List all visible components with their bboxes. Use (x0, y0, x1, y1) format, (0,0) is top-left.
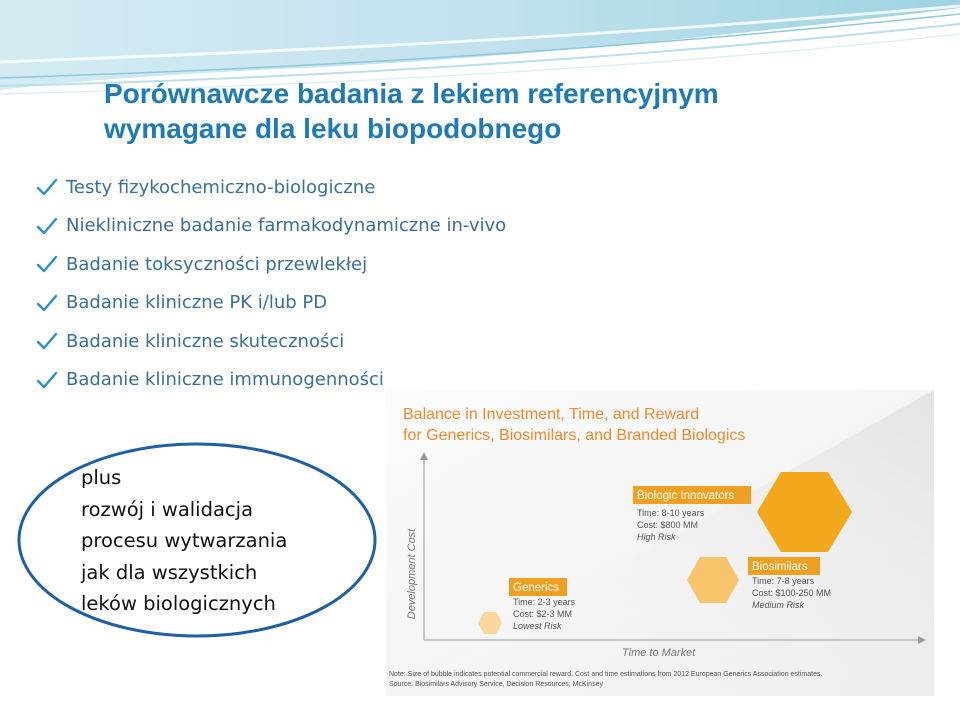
x-axis-label: Time to Market (622, 647, 696, 659)
list-item-text: Badanie kliniczne immunogenności (66, 369, 384, 391)
callout-line: rozwój i walidacja (81, 497, 254, 521)
generics-label: Generics (513, 582, 560, 594)
checkmark-icon (36, 331, 58, 351)
generics-time: Time: 2-3 years (513, 597, 576, 607)
figure-note: Note: Size of bubble indicates potential commercial reward. Cost and time estimations from 2012 European Generics Association estimates. (389, 671, 823, 678)
biosimilars-label: Biosimilars (752, 561, 808, 573)
title-line-2: wymagane dla leku biopodobnego (104, 113, 562, 144)
list-item-text: Badanie toksyczności przewlekłej (66, 253, 368, 275)
list-item (36, 322, 506, 361)
figure-title-line-2: for Generics, Biosimilars, and Branded Biologics (403, 427, 746, 444)
list-item (36, 168, 506, 207)
list-item-text: Niekliniczne badanie farmakodynamiczne in-vivo (66, 215, 507, 237)
y-axis-label: Development Cost (406, 528, 418, 620)
checkmark-icon (36, 177, 58, 197)
slide-title (104, 76, 719, 146)
generics-cost: Cost: $2-3 MM (513, 609, 573, 619)
requirements-list (36, 168, 506, 399)
list-item (36, 245, 506, 284)
checkmark-icon (36, 254, 58, 274)
checkmark-icon (36, 370, 58, 390)
figure-title-line-1: Balance in Investment, Time, and Reward (403, 406, 700, 423)
list-item (36, 207, 506, 246)
list-item (36, 284, 506, 323)
callout-line: plus (81, 466, 122, 489)
callout-line: leków biologicznych (81, 592, 276, 615)
list-item-text: Testy fizykochemiczno-biologiczne (66, 176, 376, 198)
callout-line: procesu wytwarzania (81, 529, 288, 552)
generics-risk: Lowest Risk (513, 621, 562, 631)
list-item-text: Badanie kliniczne skuteczności (66, 330, 345, 352)
biosimilars-time: Time: 7-8 years (752, 576, 815, 586)
biologic-innovators-risk: High Risk (637, 532, 676, 542)
callout-line: jak dla wszystkich (81, 560, 258, 584)
biologic-innovators-time: Time: 8-10 years (637, 508, 705, 518)
callout-text (81, 462, 287, 620)
figure-source: Source: Biosimilars Advisory Service, Decision Resources, McKinsey (389, 681, 603, 688)
biologic-innovators-cost: Cost: $800 MM (637, 520, 699, 530)
title-line-1: Porównawcze badania z lekiem referencyjnym (104, 78, 719, 109)
biosimilars-cost: Cost: $100-250 MM (752, 588, 832, 598)
checkmark-icon (36, 293, 58, 313)
checkmark-icon (36, 216, 58, 236)
biologic-innovators-label: Biologic Innovators (637, 490, 735, 502)
list-item-text: Badanie kliniczne PK i/lub PD (66, 292, 328, 314)
biosimilars-risk: Medium Risk (752, 600, 805, 610)
investment-balance-figure (386, 390, 934, 696)
